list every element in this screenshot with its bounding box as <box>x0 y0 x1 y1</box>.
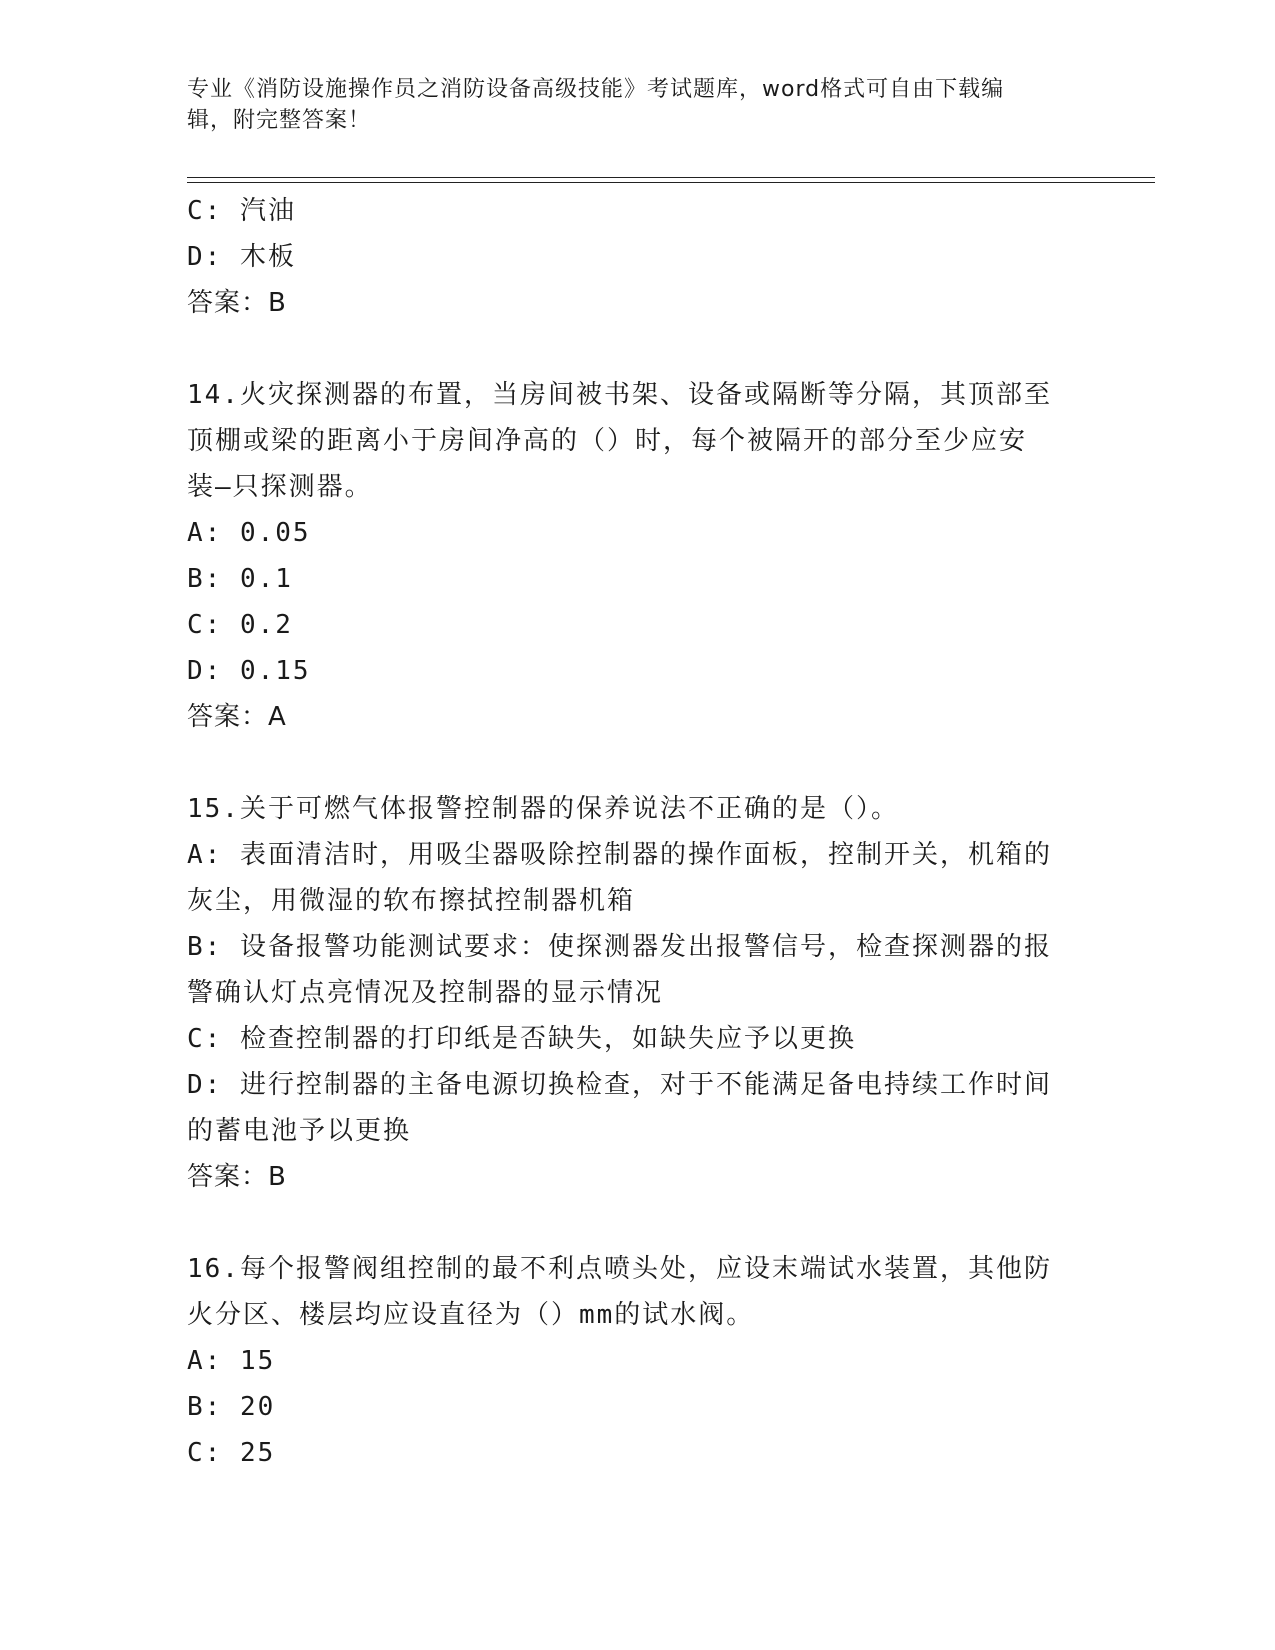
question-gap <box>187 740 1087 786</box>
answer: 答案：B <box>187 288 287 318</box>
option-a: A: 15 <box>187 1346 276 1376</box>
option-a: A: 表面清洁时，用吸尘器吸除控制器的操作面板，控制开关，机箱的 <box>187 840 1052 870</box>
option-a: A: 0.05 <box>187 518 311 548</box>
option-d: D: 0.15 <box>187 656 311 686</box>
option-d: D: 木板 <box>187 242 296 272</box>
option-c: C: 汽油 <box>187 196 296 226</box>
header-rule-bottom <box>187 182 1155 183</box>
option-b: B: 设备报警功能测试要求：使探测器发出报警信号，检查探测器的报 <box>187 932 1052 962</box>
option-c: C: 25 <box>187 1438 276 1468</box>
question-stem: 14.火灾探测器的布置，当房间被书架、设备或隔断等分隔，其顶部至 <box>187 380 1052 410</box>
option-d-continued: 的蓄电池予以更换 <box>187 1116 412 1146</box>
question-13-tail <box>187 188 1087 326</box>
option-c: C: 0.2 <box>187 610 293 640</box>
option-d: D: 进行控制器的主备电源切换检查，对于不能满足备电持续工作时间 <box>187 1070 1052 1100</box>
option-a-continued: 灰尘，用微湿的软布擦拭控制器机箱 <box>187 886 636 916</box>
header-line-2: 辑，附完整答案！ <box>187 108 372 133</box>
question-list <box>187 188 1087 1476</box>
option-b: B: 20 <box>187 1392 276 1422</box>
question-16 <box>187 1246 1087 1476</box>
header-rule-top <box>187 177 1155 178</box>
question-stem: 顶棚或梁的距离小于房间净高的（）时，每个被隔开的部分至少应安 <box>187 426 1028 456</box>
question-stem: 15.关于可燃气体报警控制器的保养说法不正确的是（）。 <box>187 794 899 824</box>
question-14 <box>187 372 1087 740</box>
question-gap <box>187 1200 1087 1246</box>
document-header <box>187 74 1067 136</box>
answer: 答案：A <box>187 702 287 732</box>
option-b: B: 0.1 <box>187 564 293 594</box>
option-b-continued: 警确认灯点亮情况及控制器的显示情况 <box>187 978 664 1008</box>
question-stem: 16.每个报警阀组控制的最不利点喷头处，应设末端试水装置，其他防 <box>187 1254 1052 1284</box>
question-stem: 火分区、楼层均应设直径为（）mm的试水阀。 <box>187 1300 755 1330</box>
question-15 <box>187 786 1087 1200</box>
answer: 答案：B <box>187 1162 287 1192</box>
question-gap <box>187 326 1087 372</box>
option-c: C: 检查控制器的打印纸是否缺失，如缺失应予以更换 <box>187 1024 856 1054</box>
question-stem: 装—只探测器。 <box>187 472 373 502</box>
header-line-1: 专业《消防设施操作员之消防设备高级技能》考试题库，word格式可自由下载编 <box>187 77 1005 102</box>
